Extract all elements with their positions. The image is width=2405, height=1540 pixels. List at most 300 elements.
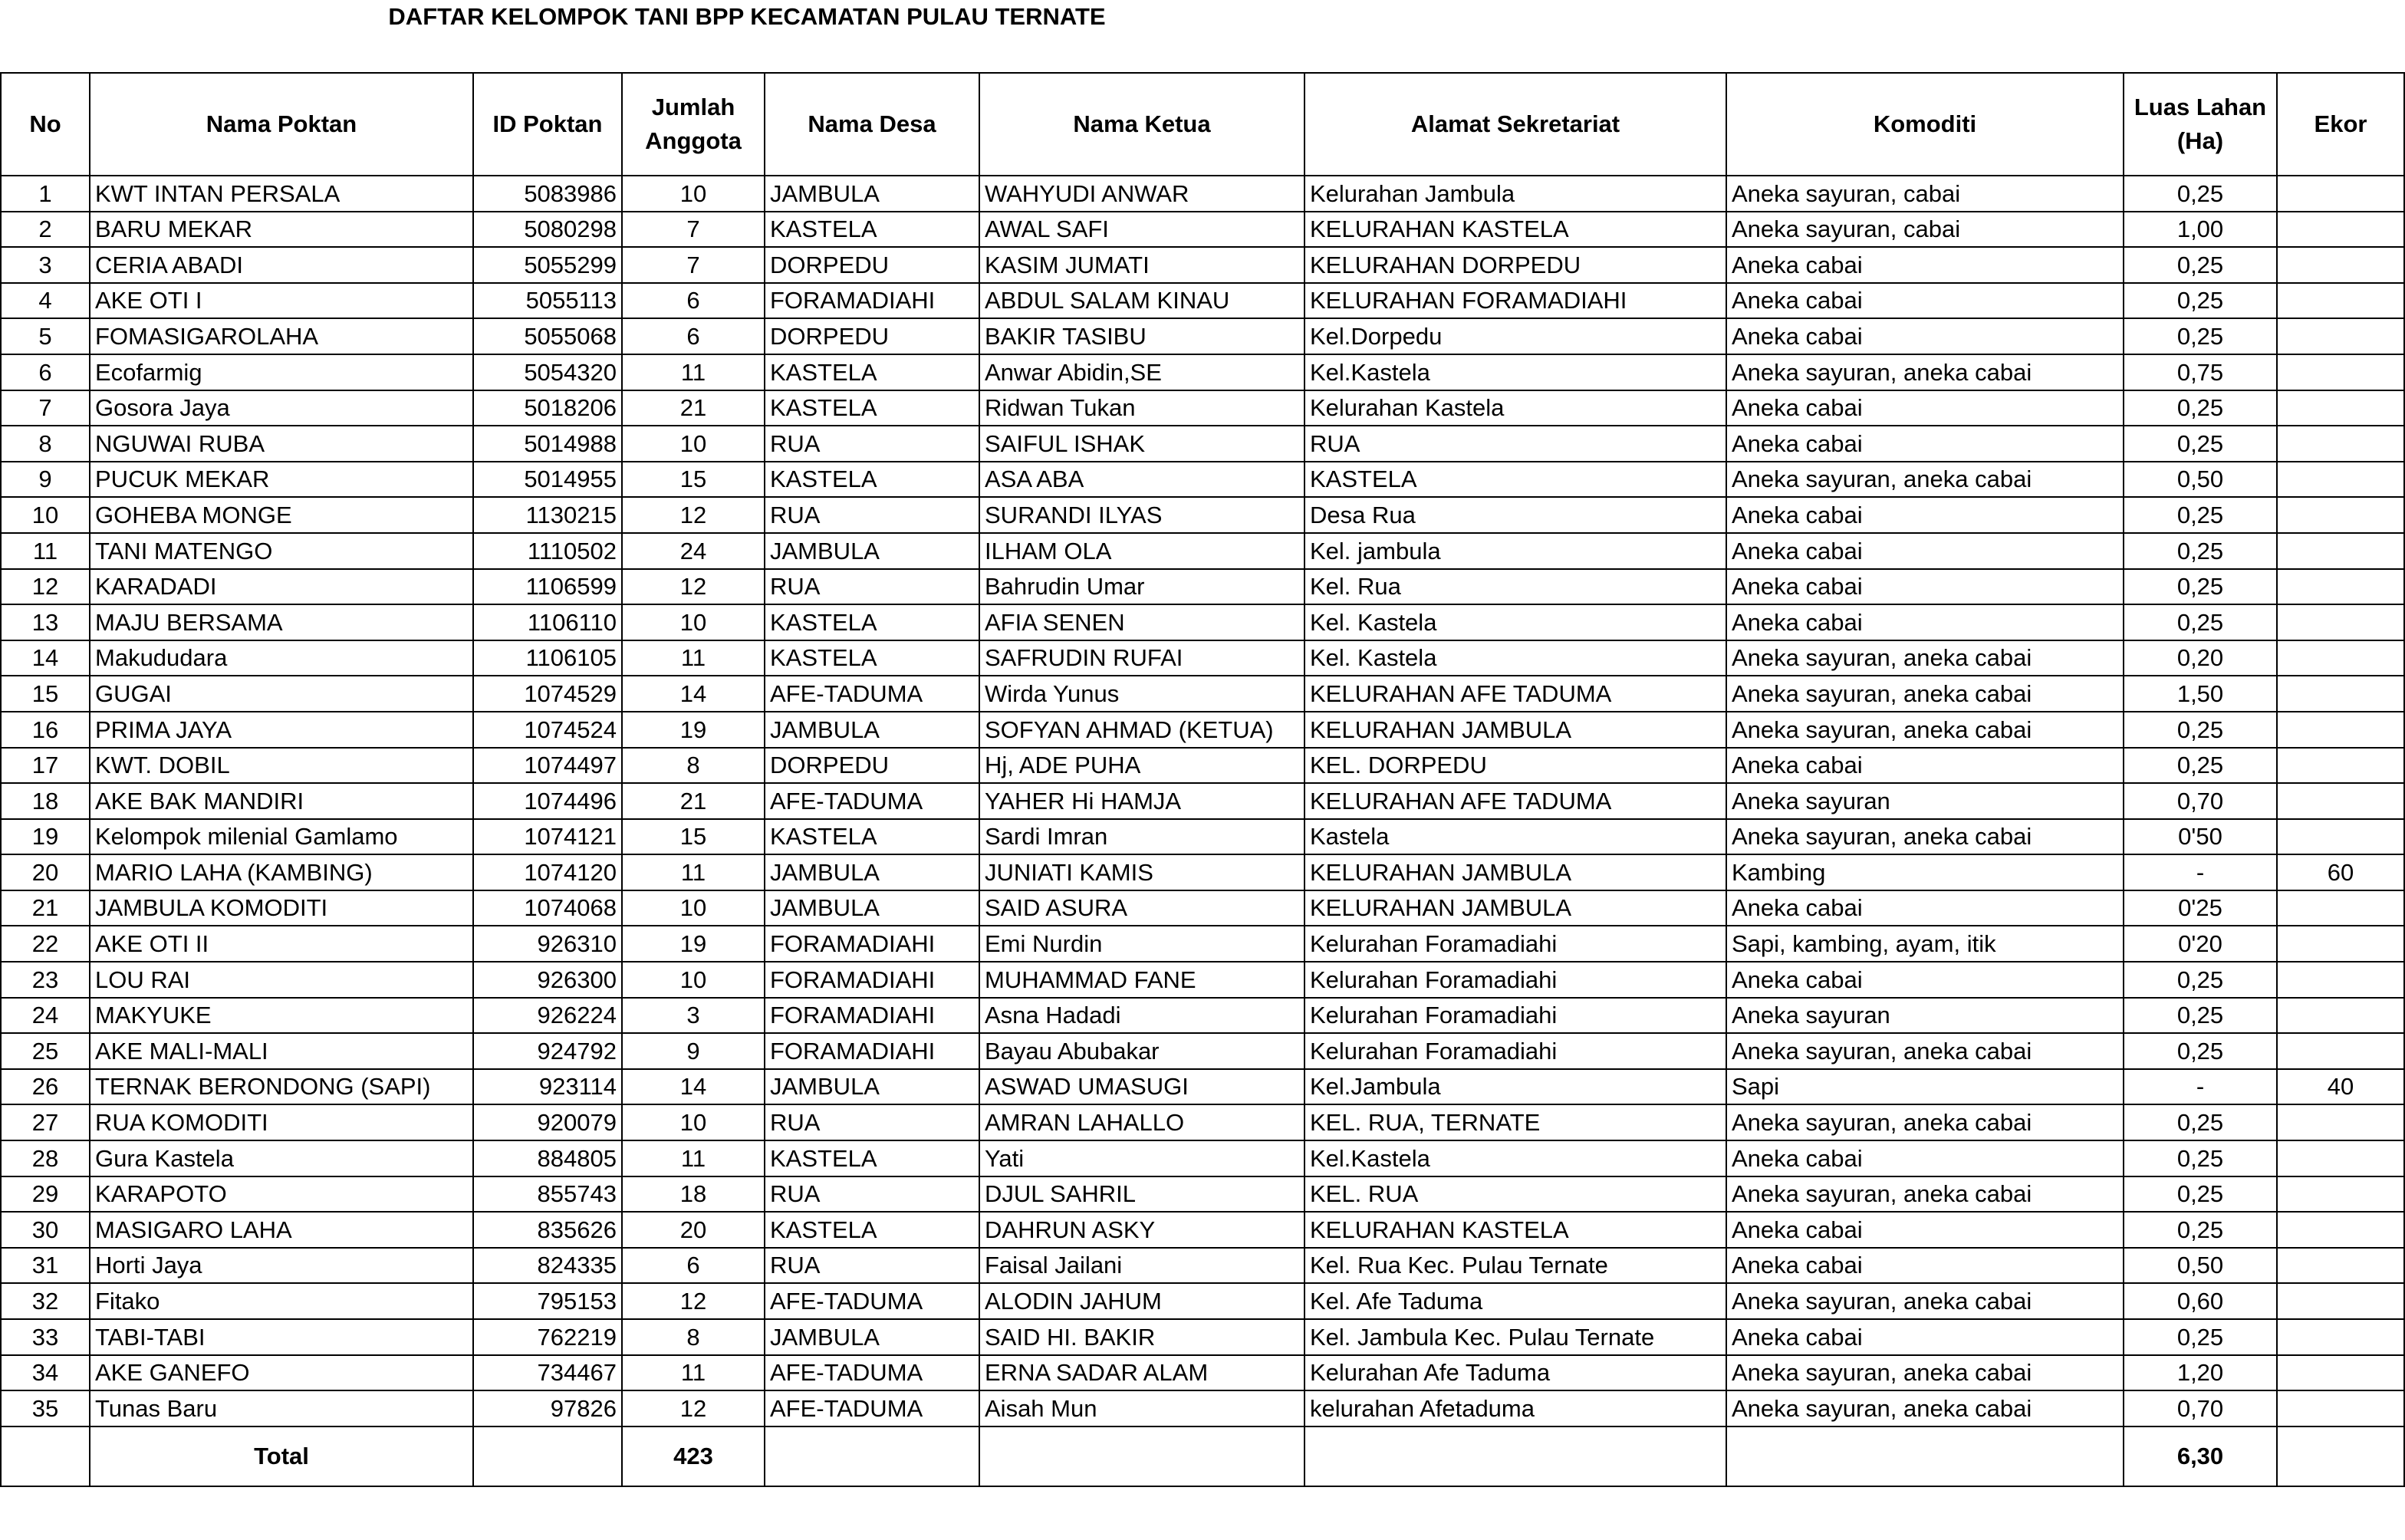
cell-id-poktan: 762219 <box>473 1319 622 1355</box>
cell-nama-poktan: Horti Jaya <box>90 1248 473 1284</box>
cell-nama-desa: RUA <box>765 1176 979 1213</box>
cell-nama-poktan: TERNAK BERONDONG (SAPI) <box>90 1069 473 1105</box>
cell-ekor <box>2277 676 2404 712</box>
cell-komoditi: Aneka cabai <box>1726 426 2124 462</box>
cell-no: 5 <box>1 318 90 354</box>
cell-komoditi: Aneka sayuran, aneka cabai <box>1726 1355 2124 1391</box>
cell-nama-desa: FORAMADIAHI <box>765 1033 979 1069</box>
cell-nama-ketua: KASIM JUMATI <box>979 247 1304 283</box>
cell-nama-desa: KASTELA <box>765 212 979 248</box>
cell-ekor <box>2277 354 2404 390</box>
cell-jumlah-anggota: 12 <box>622 497 765 533</box>
cell-ekor <box>2277 1104 2404 1140</box>
cell-nama-poktan: Gura Kastela <box>90 1140 473 1176</box>
cell-no: 22 <box>1 926 90 962</box>
cell-nama-ketua: SAID HI. BAKIR <box>979 1319 1304 1355</box>
cell-jumlah-anggota: 14 <box>622 1069 765 1105</box>
cell-id-poktan: 5083986 <box>473 176 622 212</box>
cell-luas-lahan: 0'50 <box>2124 819 2277 855</box>
cell-alamat: KELURAHAN JAMBULA <box>1304 890 1726 926</box>
cell-nama-poktan: FOMASIGAROLAHA <box>90 318 473 354</box>
cell-ekor <box>2277 283 2404 319</box>
cell-nama-poktan: MASIGARO LAHA <box>90 1212 473 1248</box>
cell-nama-desa: AFE-TADUMA <box>765 1355 979 1391</box>
cell-komoditi: Aneka sayuran, aneka cabai <box>1726 819 2124 855</box>
cell-luas-lahan: 0,25 <box>2124 604 2277 640</box>
cell-luas-lahan: 0,25 <box>2124 962 2277 998</box>
cell-nama-desa: FORAMADIAHI <box>765 962 979 998</box>
cell-ekor <box>2277 1212 2404 1248</box>
cell-komoditi: Aneka sayuran <box>1726 783 2124 819</box>
cell-nama-desa: AFE-TADUMA <box>765 676 979 712</box>
header-ekor: Ekor <box>2277 73 2404 176</box>
cell-ekor <box>2277 1355 2404 1391</box>
poktan-table <box>0 72 2405 1487</box>
cell-nama-desa: DORPEDU <box>765 748 979 784</box>
cell-jumlah-anggota: 21 <box>622 783 765 819</box>
cell-komoditi: Aneka cabai <box>1726 283 2124 319</box>
cell-nama-ketua: ABDUL SALAM KINAU <box>979 283 1304 319</box>
total-empty-no <box>1 1426 90 1486</box>
cell-id-poktan: 923114 <box>473 1069 622 1105</box>
cell-alamat: Kelurahan Jambula <box>1304 176 1726 212</box>
cell-nama-ketua: Bayau Abubakar <box>979 1033 1304 1069</box>
header-id-poktan: ID Poktan <box>473 73 622 176</box>
cell-nama-poktan: KARAPOTO <box>90 1176 473 1213</box>
cell-nama-ketua: DAHRUN ASKY <box>979 1212 1304 1248</box>
cell-jumlah-anggota: 10 <box>622 962 765 998</box>
cell-nama-poktan: NGUWAI RUBA <box>90 426 473 462</box>
cell-no: 11 <box>1 533 90 569</box>
cell-jumlah-anggota: 11 <box>622 640 765 676</box>
cell-nama-poktan: AKE MALI-MALI <box>90 1033 473 1069</box>
cell-jumlah-anggota: 3 <box>622 998 765 1034</box>
cell-komoditi: Aneka cabai <box>1726 748 2124 784</box>
table-row <box>1 212 2404 248</box>
table-row <box>1 533 2404 569</box>
table-row <box>1 890 2404 926</box>
cell-jumlah-anggota: 6 <box>622 283 765 319</box>
cell-id-poktan: 1106599 <box>473 569 622 605</box>
cell-alamat: Kel.Dorpedu <box>1304 318 1726 354</box>
table-row <box>1 1140 2404 1176</box>
cell-jumlah-anggota: 11 <box>622 854 765 890</box>
cell-no: 7 <box>1 390 90 426</box>
cell-id-poktan: 795153 <box>473 1283 622 1319</box>
cell-nama-poktan: Fitako <box>90 1283 473 1319</box>
cell-id-poktan: 1074120 <box>473 854 622 890</box>
cell-id-poktan: 924792 <box>473 1033 622 1069</box>
cell-komoditi: Kambing <box>1726 854 2124 890</box>
cell-komoditi: Aneka cabai <box>1726 1248 2124 1284</box>
cell-ekor <box>2277 212 2404 248</box>
cell-nama-ketua: Anwar Abidin,SE <box>979 354 1304 390</box>
cell-id-poktan: 824335 <box>473 1248 622 1284</box>
cell-id-poktan: 835626 <box>473 1212 622 1248</box>
cell-ekor <box>2277 998 2404 1034</box>
table-row <box>1 819 2404 855</box>
cell-nama-ketua: Wirda Yunus <box>979 676 1304 712</box>
cell-nama-poktan: CERIA ABADI <box>90 247 473 283</box>
cell-nama-ketua: Sardi Imran <box>979 819 1304 855</box>
cell-komoditi: Aneka cabai <box>1726 1319 2124 1355</box>
cell-id-poktan: 1074496 <box>473 783 622 819</box>
cell-no: 25 <box>1 1033 90 1069</box>
cell-ekor <box>2277 497 2404 533</box>
cell-ekor <box>2277 569 2404 605</box>
cell-alamat: Kel.Jambula <box>1304 1069 1726 1105</box>
cell-ekor <box>2277 1033 2404 1069</box>
total-empty-ketua <box>979 1426 1304 1486</box>
cell-nama-desa: KASTELA <box>765 354 979 390</box>
cell-id-poktan: 5014988 <box>473 426 622 462</box>
table-row <box>1 176 2404 212</box>
cell-jumlah-anggota: 10 <box>622 890 765 926</box>
cell-komoditi: Aneka cabai <box>1726 962 2124 998</box>
cell-ekor: 40 <box>2277 1069 2404 1105</box>
cell-nama-ketua: AFIA SENEN <box>979 604 1304 640</box>
cell-id-poktan: 926310 <box>473 926 622 962</box>
cell-jumlah-anggota: 12 <box>622 569 765 605</box>
cell-nama-ketua: ALODIN JAHUM <box>979 1283 1304 1319</box>
cell-alamat: Kel. Rua <box>1304 569 1726 605</box>
cell-ekor <box>2277 748 2404 784</box>
cell-jumlah-anggota: 18 <box>622 1176 765 1213</box>
cell-id-poktan: 5055068 <box>473 318 622 354</box>
cell-ekor <box>2277 819 2404 855</box>
cell-nama-poktan: Kelompok milenial Gamlamo <box>90 819 473 855</box>
cell-nama-poktan: MAKYUKE <box>90 998 473 1034</box>
cell-jumlah-anggota: 6 <box>622 1248 765 1284</box>
cell-nama-poktan: MARIO LAHA (KAMBING) <box>90 854 473 890</box>
cell-alamat: Kelurahan Foramadiahi <box>1304 998 1726 1034</box>
cell-luas-lahan: 0'20 <box>2124 926 2277 962</box>
cell-ekor <box>2277 926 2404 962</box>
cell-luas-lahan: 0,25 <box>2124 1104 2277 1140</box>
table-row <box>1 1355 2404 1391</box>
cell-komoditi: Aneka cabai <box>1726 890 2124 926</box>
cell-id-poktan: 5014955 <box>473 462 622 498</box>
cell-luas-lahan: 0,25 <box>2124 390 2277 426</box>
cell-nama-desa: KASTELA <box>765 1212 979 1248</box>
cell-alamat: KELURAHAN FORAMADIAHI <box>1304 283 1726 319</box>
cell-nama-desa: JAMBULA <box>765 176 979 212</box>
cell-nama-desa: FORAMADIAHI <box>765 283 979 319</box>
cell-jumlah-anggota: 11 <box>622 1355 765 1391</box>
header-nama-desa: Nama Desa <box>765 73 979 176</box>
table-row <box>1 426 2404 462</box>
cell-no: 19 <box>1 819 90 855</box>
cell-luas-lahan: 0,25 <box>2124 1033 2277 1069</box>
cell-luas-lahan: 0,25 <box>2124 533 2277 569</box>
cell-alamat: KEL. RUA, TERNATE <box>1304 1104 1726 1140</box>
cell-nama-desa: DORPEDU <box>765 318 979 354</box>
cell-id-poktan: 5054320 <box>473 354 622 390</box>
cell-id-poktan: 884805 <box>473 1140 622 1176</box>
cell-alamat: Kel. Rua Kec. Pulau Ternate <box>1304 1248 1726 1284</box>
cell-id-poktan: 1130215 <box>473 497 622 533</box>
cell-komoditi: Aneka cabai <box>1726 569 2124 605</box>
cell-nama-ketua: ERNA SADAR ALAM <box>979 1355 1304 1391</box>
cell-komoditi: Aneka sayuran, cabai <box>1726 212 2124 248</box>
table-row <box>1 462 2404 498</box>
cell-ekor <box>2277 533 2404 569</box>
cell-luas-lahan: 0,50 <box>2124 1248 2277 1284</box>
cell-ekor <box>2277 604 2404 640</box>
cell-ekor <box>2277 1140 2404 1176</box>
cell-id-poktan: 1074497 <box>473 748 622 784</box>
cell-ekor <box>2277 1248 2404 1284</box>
cell-no: 28 <box>1 1140 90 1176</box>
table-row <box>1 640 2404 676</box>
cell-id-poktan: 5055113 <box>473 283 622 319</box>
cell-luas-lahan: 0,70 <box>2124 1390 2277 1426</box>
cell-no: 34 <box>1 1355 90 1391</box>
cell-komoditi: Aneka sayuran, aneka cabai <box>1726 1176 2124 1213</box>
cell-nama-ketua: MUHAMMAD FANE <box>979 962 1304 998</box>
cell-id-poktan: 1074524 <box>473 712 622 748</box>
header-alamat: Alamat Sekretariat <box>1304 73 1726 176</box>
cell-nama-ketua: Aisah Mun <box>979 1390 1304 1426</box>
cell-nama-ketua: SAID ASURA <box>979 890 1304 926</box>
cell-no: 23 <box>1 962 90 998</box>
cell-no: 1 <box>1 176 90 212</box>
cell-alamat: Kel. Jambula Kec. Pulau Ternate <box>1304 1319 1726 1355</box>
cell-alamat: KELURAHAN JAMBULA <box>1304 854 1726 890</box>
table-row <box>1 854 2404 890</box>
cell-nama-desa: RUA <box>765 1248 979 1284</box>
cell-komoditi: Aneka sayuran, aneka cabai <box>1726 712 2124 748</box>
cell-nama-poktan: KARADADI <box>90 569 473 605</box>
cell-alamat: KELURAHAN AFE TADUMA <box>1304 676 1726 712</box>
cell-ekor <box>2277 783 2404 819</box>
cell-nama-ketua: Emi Nurdin <box>979 926 1304 962</box>
cell-nama-desa: JAMBULA <box>765 890 979 926</box>
cell-luas-lahan: 1,00 <box>2124 212 2277 248</box>
table-row <box>1 1033 2404 1069</box>
cell-nama-poktan: KWT. DOBIL <box>90 748 473 784</box>
cell-nama-poktan: Makududara <box>90 640 473 676</box>
cell-nama-desa: FORAMADIAHI <box>765 998 979 1034</box>
cell-jumlah-anggota: 14 <box>622 676 765 712</box>
cell-alamat: RUA <box>1304 426 1726 462</box>
cell-ekor <box>2277 1390 2404 1426</box>
cell-jumlah-anggota: 21 <box>622 390 765 426</box>
header-nama-poktan: Nama Poktan <box>90 73 473 176</box>
cell-no: 24 <box>1 998 90 1034</box>
cell-nama-poktan: Tunas Baru <box>90 1390 473 1426</box>
cell-alamat: Kel.Kastela <box>1304 354 1726 390</box>
cell-alamat: Kelurahan Foramadiahi <box>1304 926 1726 962</box>
cell-nama-desa: AFE-TADUMA <box>765 1283 979 1319</box>
cell-no: 29 <box>1 1176 90 1213</box>
cell-jumlah-anggota: 24 <box>622 533 765 569</box>
cell-no: 32 <box>1 1283 90 1319</box>
cell-no: 10 <box>1 497 90 533</box>
cell-nama-desa: JAMBULA <box>765 1069 979 1105</box>
cell-nama-desa: KASTELA <box>765 819 979 855</box>
cell-komoditi: Aneka cabai <box>1726 533 2124 569</box>
cell-alamat: Kel. Afe Taduma <box>1304 1283 1726 1319</box>
cell-nama-ketua: SURANDI ILYAS <box>979 497 1304 533</box>
cell-ekor <box>2277 390 2404 426</box>
header-row <box>1 73 2404 176</box>
cell-jumlah-anggota: 11 <box>622 354 765 390</box>
cell-luas-lahan: 0,75 <box>2124 354 2277 390</box>
cell-komoditi: Aneka cabai <box>1726 1212 2124 1248</box>
cell-jumlah-anggota: 11 <box>622 1140 765 1176</box>
cell-nama-desa: RUA <box>765 497 979 533</box>
cell-nama-desa: RUA <box>765 426 979 462</box>
cell-nama-ketua: Faisal Jailani <box>979 1248 1304 1284</box>
cell-nama-desa: RUA <box>765 1104 979 1140</box>
cell-nama-ketua: DJUL SAHRIL <box>979 1176 1304 1213</box>
cell-no: 18 <box>1 783 90 819</box>
cell-luas-lahan: 0,25 <box>2124 283 2277 319</box>
cell-luas-lahan: - <box>2124 854 2277 890</box>
cell-nama-desa: JAMBULA <box>765 533 979 569</box>
cell-id-poktan: 920079 <box>473 1104 622 1140</box>
cell-alamat: Kelurahan Foramadiahi <box>1304 1033 1726 1069</box>
cell-alamat: kelurahan Afetaduma <box>1304 1390 1726 1426</box>
cell-alamat: Kel. Kastela <box>1304 604 1726 640</box>
cell-luas-lahan: 0,25 <box>2124 748 2277 784</box>
cell-ekor <box>2277 176 2404 212</box>
cell-komoditi: Aneka sayuran <box>1726 998 2124 1034</box>
cell-no: 4 <box>1 283 90 319</box>
cell-nama-desa: JAMBULA <box>765 712 979 748</box>
table-row <box>1 1212 2404 1248</box>
cell-komoditi: Aneka cabai <box>1726 318 2124 354</box>
cell-ekor <box>2277 1283 2404 1319</box>
cell-komoditi: Aneka sayuran, aneka cabai <box>1726 1104 2124 1140</box>
header-komoditi: Komoditi <box>1726 73 2124 176</box>
cell-nama-desa: DORPEDU <box>765 247 979 283</box>
cell-komoditi: Sapi, kambing, ayam, itik <box>1726 926 2124 962</box>
cell-jumlah-anggota: 15 <box>622 819 765 855</box>
table-row <box>1 283 2404 319</box>
cell-no: 16 <box>1 712 90 748</box>
cell-nama-ketua: ASWAD UMASUGI <box>979 1069 1304 1105</box>
cell-luas-lahan: 0,25 <box>2124 998 2277 1034</box>
table-row <box>1 783 2404 819</box>
cell-luas-lahan: 0,25 <box>2124 1212 2277 1248</box>
cell-luas-lahan: 1,20 <box>2124 1355 2277 1391</box>
cell-nama-poktan: Gosora Jaya <box>90 390 473 426</box>
cell-no: 13 <box>1 604 90 640</box>
cell-alamat: KELURAHAN KASTELA <box>1304 1212 1726 1248</box>
cell-komoditi: Aneka cabai <box>1726 497 2124 533</box>
cell-jumlah-anggota: 12 <box>622 1390 765 1426</box>
cell-jumlah-anggota: 15 <box>622 462 765 498</box>
cell-luas-lahan: 0,25 <box>2124 426 2277 462</box>
cell-no: 17 <box>1 748 90 784</box>
cell-komoditi: Aneka cabai <box>1726 604 2124 640</box>
cell-komoditi: Aneka sayuran, aneka cabai <box>1726 640 2124 676</box>
cell-nama-desa: KASTELA <box>765 604 979 640</box>
cell-no: 30 <box>1 1212 90 1248</box>
cell-nama-desa: FORAMADIAHI <box>765 926 979 962</box>
cell-alamat: KELURAHAN DORPEDU <box>1304 247 1726 283</box>
cell-ekor <box>2277 962 2404 998</box>
cell-nama-desa: RUA <box>765 569 979 605</box>
cell-nama-poktan: AKE BAK MANDIRI <box>90 783 473 819</box>
cell-alamat: Kelurahan Foramadiahi <box>1304 962 1726 998</box>
cell-nama-poktan: AKE OTI II <box>90 926 473 962</box>
cell-komoditi: Aneka sayuran, aneka cabai <box>1726 1033 2124 1069</box>
cell-nama-poktan: TANI MATENGO <box>90 533 473 569</box>
cell-ekor <box>2277 426 2404 462</box>
cell-nama-poktan: TABI-TABI <box>90 1319 473 1355</box>
cell-ekor: 60 <box>2277 854 2404 890</box>
cell-no: 9 <box>1 462 90 498</box>
cell-id-poktan: 1106105 <box>473 640 622 676</box>
cell-alamat: KELURAHAN KASTELA <box>1304 212 1726 248</box>
cell-nama-ketua: AWAL SAFI <box>979 212 1304 248</box>
total-row <box>1 1426 2404 1486</box>
table-row <box>1 604 2404 640</box>
cell-jumlah-anggota: 7 <box>622 212 765 248</box>
cell-luas-lahan: 0'25 <box>2124 890 2277 926</box>
total-empty-alamat <box>1304 1426 1726 1486</box>
cell-komoditi: Aneka cabai <box>1726 247 2124 283</box>
cell-nama-poktan: BARU MEKAR <box>90 212 473 248</box>
cell-nama-poktan: Ecofarmig <box>90 354 473 390</box>
cell-nama-poktan: AKE GANEFO <box>90 1355 473 1391</box>
cell-komoditi: Aneka cabai <box>1726 390 2124 426</box>
cell-no: 14 <box>1 640 90 676</box>
header-no: No <box>1 73 90 176</box>
cell-nama-poktan: JAMBULA KOMODITI <box>90 890 473 926</box>
cell-luas-lahan: 0,60 <box>2124 1283 2277 1319</box>
cell-id-poktan: 926300 <box>473 962 622 998</box>
cell-komoditi: Aneka sayuran, aneka cabai <box>1726 462 2124 498</box>
table-row <box>1 676 2404 712</box>
table-row <box>1 390 2404 426</box>
cell-nama-ketua: Ridwan Tukan <box>979 390 1304 426</box>
cell-komoditi: Aneka sayuran, aneka cabai <box>1726 1283 2124 1319</box>
cell-id-poktan: 5018206 <box>473 390 622 426</box>
cell-ekor <box>2277 1176 2404 1213</box>
cell-no: 12 <box>1 569 90 605</box>
cell-ekor <box>2277 712 2404 748</box>
cell-luas-lahan: 0,25 <box>2124 176 2277 212</box>
cell-luas-lahan: 0,25 <box>2124 497 2277 533</box>
cell-luas-lahan: 0,20 <box>2124 640 2277 676</box>
cell-luas-lahan: 0,25 <box>2124 1176 2277 1213</box>
table-row <box>1 962 2404 998</box>
cell-nama-ketua: ILHAM OLA <box>979 533 1304 569</box>
table-row <box>1 1319 2404 1355</box>
cell-no: 3 <box>1 247 90 283</box>
cell-jumlah-anggota: 20 <box>622 1212 765 1248</box>
total-luas-lahan: 6,30 <box>2124 1426 2277 1486</box>
table-row <box>1 497 2404 533</box>
cell-jumlah-anggota: 10 <box>622 604 765 640</box>
cell-nama-desa: KASTELA <box>765 390 979 426</box>
table-row <box>1 998 2404 1034</box>
cell-nama-ketua: JUNIATI KAMIS <box>979 854 1304 890</box>
table-row <box>1 712 2404 748</box>
cell-ekor <box>2277 247 2404 283</box>
cell-luas-lahan: 0,25 <box>2124 1140 2277 1176</box>
cell-luas-lahan: 1,50 <box>2124 676 2277 712</box>
table-row <box>1 1248 2404 1284</box>
cell-luas-lahan: 0,25 <box>2124 247 2277 283</box>
cell-nama-ketua: AMRAN LAHALLO <box>979 1104 1304 1140</box>
cell-nama-ketua: SAIFUL ISHAK <box>979 426 1304 462</box>
table-row <box>1 569 2404 605</box>
